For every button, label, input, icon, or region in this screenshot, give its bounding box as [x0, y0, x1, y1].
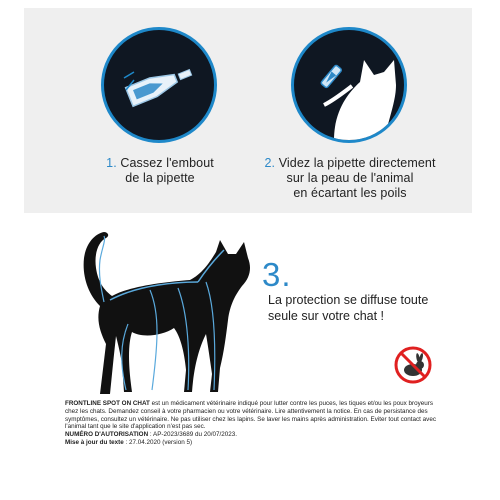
legal-description: est un médicament vétérinaire indiqué pour lutter contre les puces, les tiques et/ou les poux broyeurs chez les chats. Demandez conseil à votre pharmacien ou votre vétérinaire. Lire attentivement la notice. En cas de persistance des symptômes, consultez un vétérinaire. Ne pas utiliser chez les lapins. Se laver les mains après administration. Eviter tout contact avec l'animal tant que le site d'application n'est pas sec. — [65, 400, 436, 431]
authorization-label: NUMÉRO D'AUTORISATION — [65, 431, 149, 439]
legal-paragraph — [65, 400, 445, 431]
step1-text — [90, 156, 230, 186]
product-name: FRONTLINE SPOT ON CHAT — [65, 400, 150, 407]
step2-text — [250, 156, 450, 201]
step3-number: 3. — [262, 256, 292, 293]
step2-line2: sur la peau de l'animal — [286, 171, 414, 185]
legal-notice — [65, 400, 445, 447]
step3-text — [268, 292, 478, 324]
authorization-line — [65, 431, 445, 439]
step2-line3: en écartant les poils — [293, 186, 407, 200]
step1-line2: de la pipette — [125, 171, 195, 185]
step3-line2: seule sur votre chat ! — [268, 309, 385, 323]
pipette-break-icon — [104, 30, 214, 140]
no-rabbit-icon — [393, 345, 433, 385]
update-value: : 27.04.2020 (version 5) — [123, 438, 193, 446]
authorization-value: : AP-2023/3689 du 20/07/2023. — [148, 431, 238, 439]
cat-silhouette — [70, 224, 260, 396]
cat-pipette-icon — [294, 30, 404, 140]
update-line — [65, 439, 445, 447]
step3-line1: La protection se diffuse toute — [268, 293, 429, 307]
step2-line1: Videz la pipette directement — [278, 156, 436, 170]
step1-number: 1. — [106, 156, 117, 170]
step1-illustration — [101, 27, 217, 143]
step2-illustration — [291, 27, 407, 143]
update-label: Mise à jour du texte — [65, 438, 124, 446]
step2-number: 2. — [264, 156, 276, 170]
step1-line1: Cassez l'embout — [120, 156, 214, 170]
